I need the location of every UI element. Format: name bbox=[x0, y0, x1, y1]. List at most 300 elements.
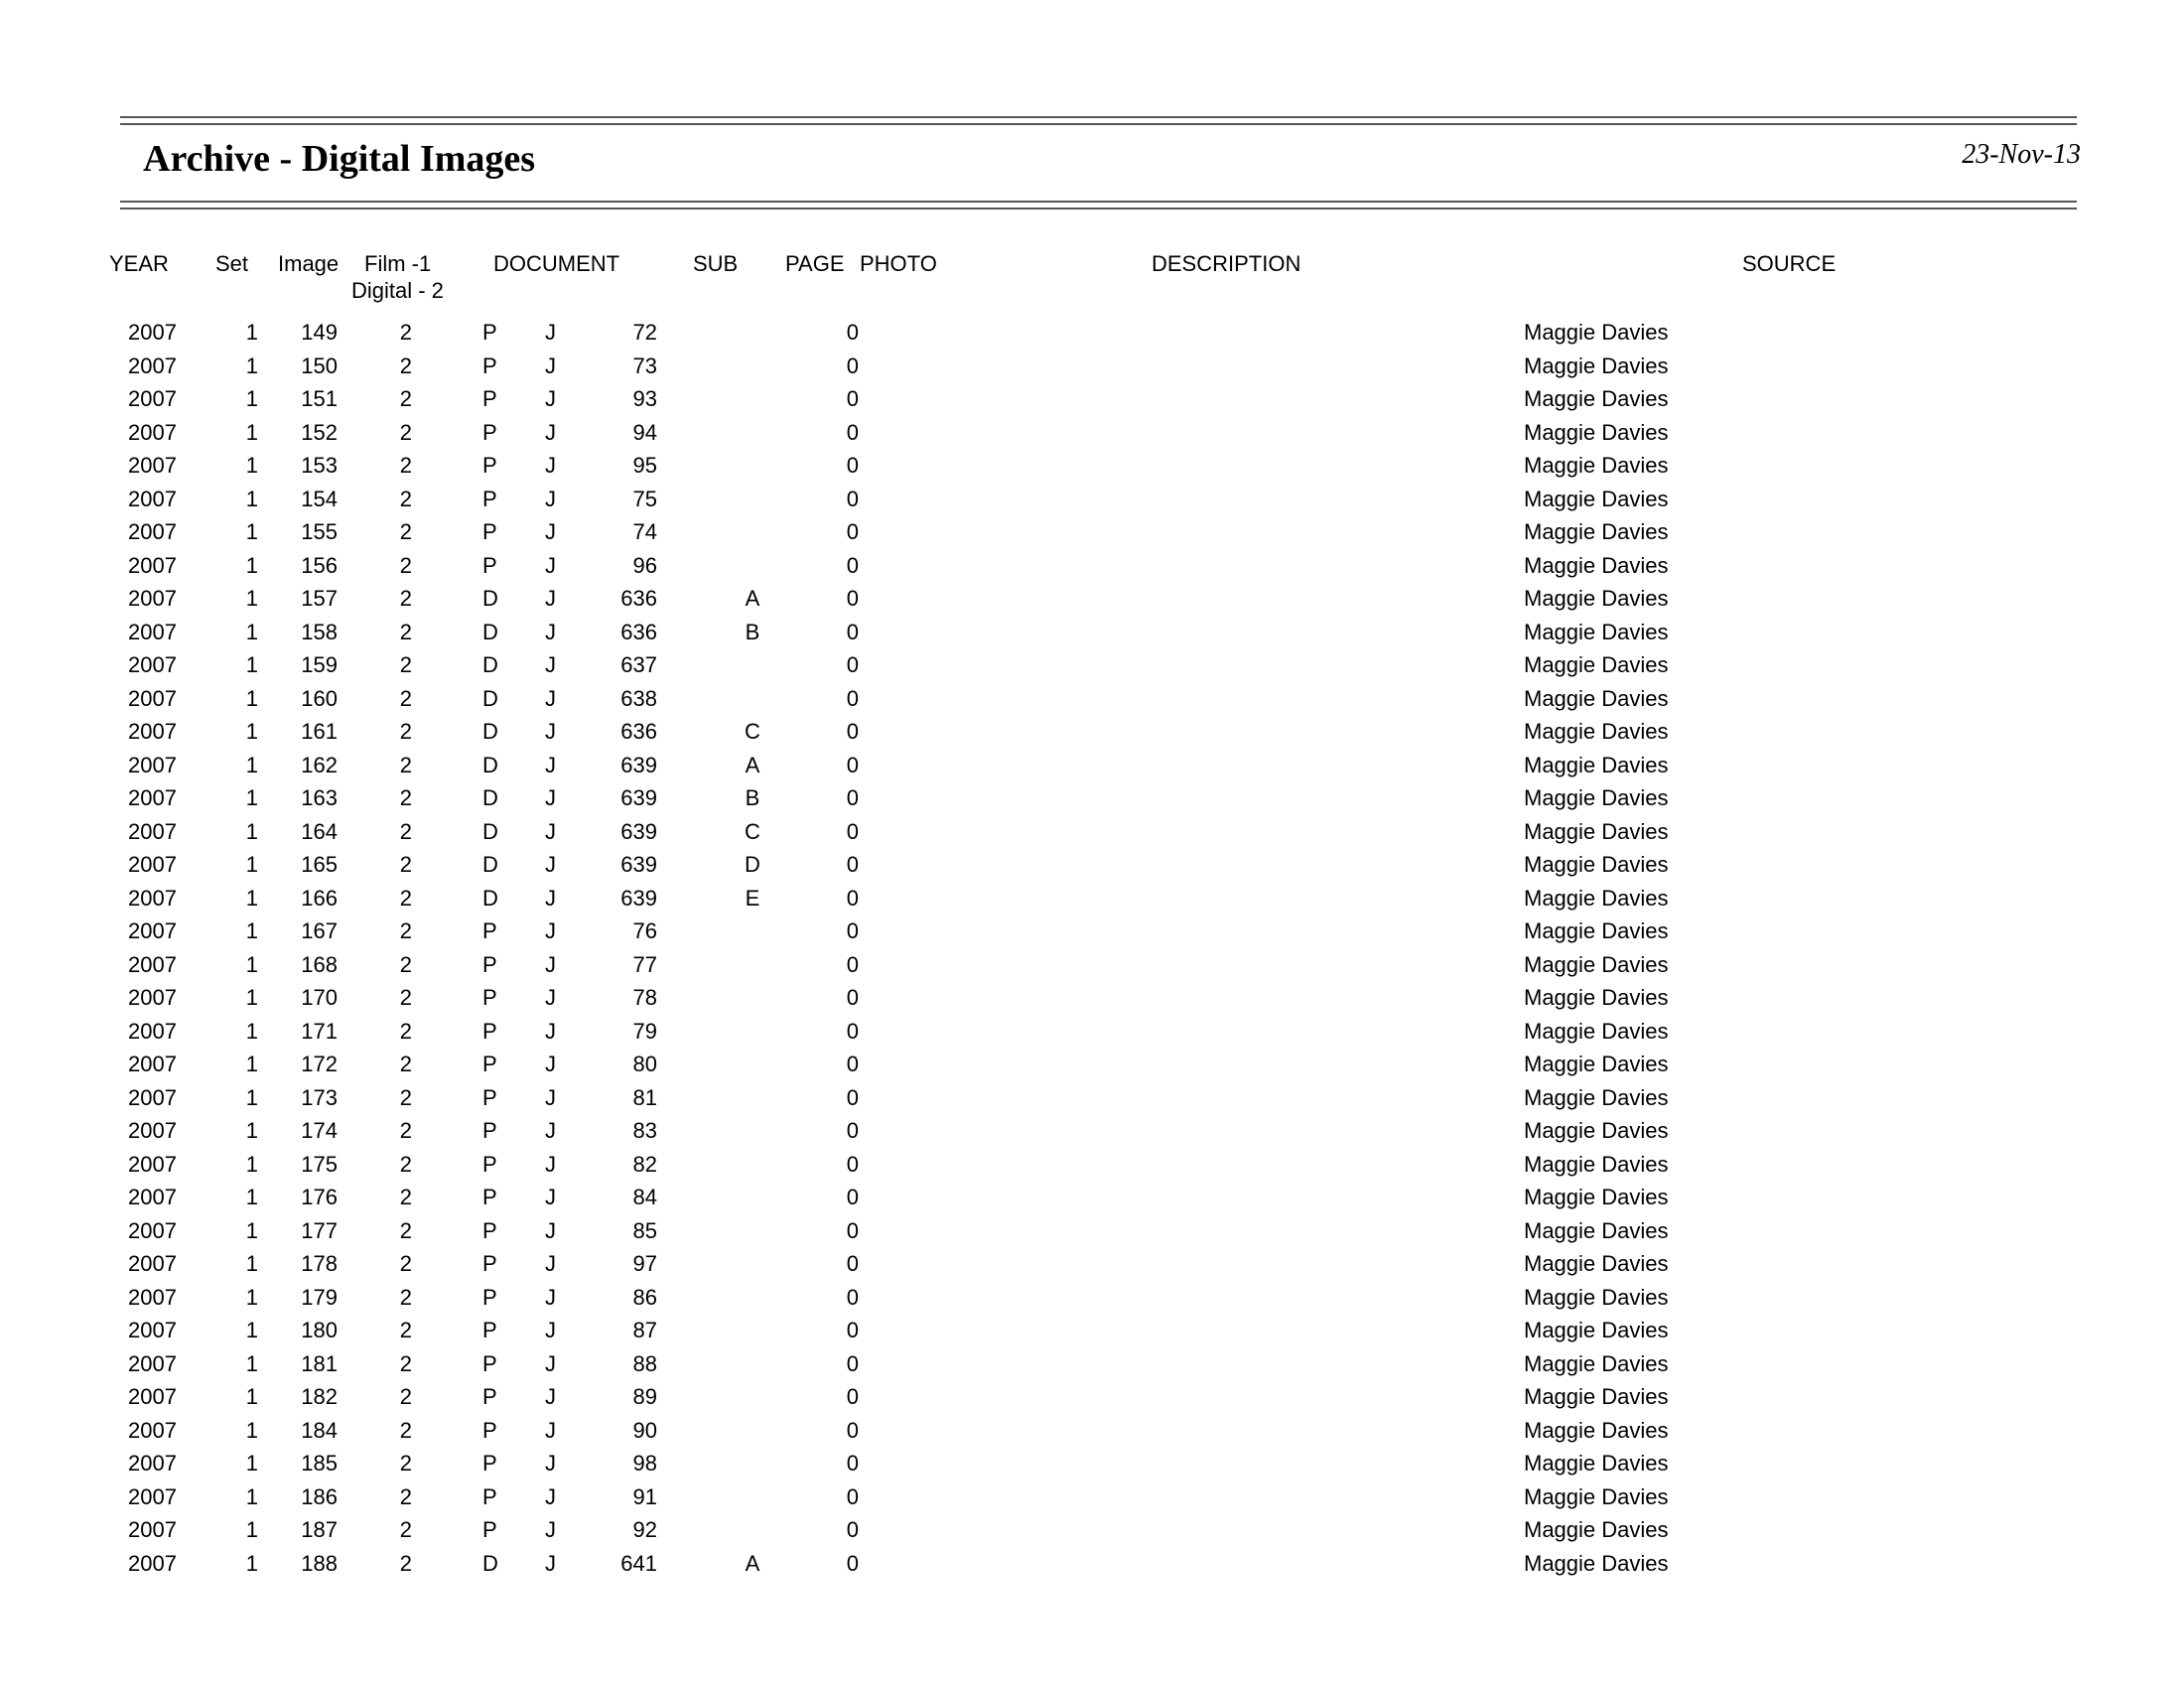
cell-set: 1 bbox=[245, 685, 258, 711]
cell-doc-type: P bbox=[482, 519, 497, 544]
cell-image: 170 bbox=[301, 985, 338, 1010]
cell-doc-letter: J bbox=[545, 1550, 556, 1576]
cell-film: 2 bbox=[399, 352, 412, 378]
cell-year: 2007 bbox=[128, 320, 177, 345]
cell-set: 1 bbox=[245, 1151, 258, 1177]
cell-year: 2007 bbox=[128, 1284, 177, 1310]
cell-doc-letter: J bbox=[545, 1350, 556, 1376]
table-row bbox=[0, 983, 2184, 1017]
cell-doc-letter: J bbox=[545, 652, 556, 677]
cell-sub: B bbox=[745, 619, 760, 644]
cell-set: 1 bbox=[245, 519, 258, 544]
cell-image: 166 bbox=[301, 885, 338, 911]
cell-image: 182 bbox=[301, 1384, 338, 1409]
cell-source: Maggie Davies bbox=[1524, 652, 1669, 677]
cell-photo: 0 bbox=[846, 652, 859, 677]
table-row bbox=[0, 817, 2184, 851]
cell-doc-type: P bbox=[482, 1517, 497, 1542]
cell-year: 2007 bbox=[128, 419, 177, 445]
cell-set: 1 bbox=[245, 719, 258, 744]
cell-doc-number: 90 bbox=[632, 1417, 657, 1443]
table-row bbox=[0, 1449, 2184, 1482]
cell-year: 2007 bbox=[128, 918, 177, 943]
cell-doc-letter: J bbox=[545, 352, 556, 378]
cell-doc-letter: J bbox=[545, 918, 556, 943]
cell-doc-type: D bbox=[482, 719, 498, 744]
cell-doc-number: 638 bbox=[620, 685, 657, 711]
cell-doc-type: P bbox=[482, 352, 497, 378]
cell-sub: A bbox=[745, 1550, 760, 1576]
cell-photo: 0 bbox=[846, 818, 859, 844]
cell-doc-letter: J bbox=[545, 1217, 556, 1243]
cell-doc-type: P bbox=[482, 1483, 497, 1509]
table-row bbox=[0, 1216, 2184, 1250]
cell-sub: B bbox=[745, 785, 760, 810]
cell-film: 2 bbox=[399, 419, 412, 445]
cell-set: 1 bbox=[245, 852, 258, 877]
cell-doc-number: 72 bbox=[632, 320, 657, 345]
cell-set: 1 bbox=[245, 419, 258, 445]
cell-image: 186 bbox=[301, 1483, 338, 1509]
cell-sub: D bbox=[745, 852, 760, 877]
cell-film: 2 bbox=[399, 1018, 412, 1044]
cell-image: 163 bbox=[301, 785, 338, 810]
cell-year: 2007 bbox=[128, 885, 177, 911]
table-row bbox=[0, 1482, 2184, 1516]
cell-sub: A bbox=[745, 586, 760, 611]
cell-year: 2007 bbox=[128, 652, 177, 677]
page-title: Archive - Digital Images bbox=[143, 138, 536, 180]
table-row bbox=[0, 1349, 2184, 1383]
cell-doc-type: P bbox=[482, 486, 497, 511]
cell-doc-number: 93 bbox=[632, 386, 657, 411]
table-row bbox=[0, 1017, 2184, 1051]
cell-doc-letter: J bbox=[545, 852, 556, 877]
cell-year: 2007 bbox=[128, 1350, 177, 1376]
cell-doc-letter: J bbox=[545, 1483, 556, 1509]
table-row bbox=[0, 884, 2184, 917]
table-row bbox=[0, 650, 2184, 684]
table-row bbox=[0, 1050, 2184, 1083]
cell-photo: 0 bbox=[846, 951, 859, 977]
cell-doc-letter: J bbox=[545, 519, 556, 544]
cell-film: 2 bbox=[399, 918, 412, 943]
cell-film: 2 bbox=[399, 985, 412, 1010]
cell-doc-type: D bbox=[482, 818, 498, 844]
cell-year: 2007 bbox=[128, 1118, 177, 1143]
cell-doc-number: 76 bbox=[632, 918, 657, 943]
cell-film: 2 bbox=[399, 586, 412, 611]
cell-image: 153 bbox=[301, 453, 338, 478]
cell-photo: 0 bbox=[846, 586, 859, 611]
col-header-film: Film -1 bbox=[364, 251, 432, 276]
cell-doc-type: P bbox=[482, 1118, 497, 1143]
cell-film: 2 bbox=[399, 1084, 412, 1110]
cell-film: 2 bbox=[399, 320, 412, 345]
table-row bbox=[0, 551, 2184, 585]
cell-film: 2 bbox=[399, 785, 412, 810]
cell-image: 158 bbox=[301, 619, 338, 644]
table-body bbox=[0, 318, 2184, 1582]
cell-doc-number: 88 bbox=[632, 1350, 657, 1376]
table-row bbox=[0, 1249, 2184, 1283]
cell-photo: 0 bbox=[846, 552, 859, 578]
table-row bbox=[0, 451, 2184, 485]
cell-source: Maggie Davies bbox=[1524, 320, 1669, 345]
cell-doc-type: P bbox=[482, 1018, 497, 1044]
cell-set: 1 bbox=[245, 1350, 258, 1376]
cell-doc-type: D bbox=[482, 885, 498, 911]
cell-doc-number: 85 bbox=[632, 1217, 657, 1243]
cell-film: 2 bbox=[399, 685, 412, 711]
cell-sub: C bbox=[745, 719, 760, 744]
cell-doc-number: 98 bbox=[632, 1451, 657, 1476]
cell-doc-type: P bbox=[482, 1350, 497, 1376]
cell-photo: 0 bbox=[846, 1318, 859, 1342]
cell-source: Maggie Davies bbox=[1524, 1517, 1669, 1542]
cell-doc-number: 87 bbox=[632, 1318, 657, 1342]
cell-image: 177 bbox=[301, 1217, 338, 1243]
cell-doc-number: 94 bbox=[632, 419, 657, 445]
cell-film: 2 bbox=[399, 1384, 412, 1409]
table-row bbox=[0, 1183, 2184, 1216]
table-row bbox=[0, 751, 2184, 784]
cell-doc-type: P bbox=[482, 1084, 497, 1110]
cell-source: Maggie Davies bbox=[1524, 785, 1669, 810]
cell-image: 165 bbox=[301, 852, 338, 877]
cell-image: 164 bbox=[301, 818, 338, 844]
cell-film: 2 bbox=[399, 1052, 412, 1076]
cell-set: 1 bbox=[245, 586, 258, 611]
cell-source: Maggie Davies bbox=[1524, 1185, 1669, 1209]
cell-photo: 0 bbox=[846, 1118, 859, 1143]
cell-year: 2007 bbox=[128, 552, 177, 578]
cell-year: 2007 bbox=[128, 1185, 177, 1209]
cell-set: 1 bbox=[245, 918, 258, 943]
cell-doc-letter: J bbox=[545, 1118, 556, 1143]
cell-doc-letter: J bbox=[545, 1318, 556, 1342]
cell-source: Maggie Davies bbox=[1524, 1550, 1669, 1576]
cell-photo: 0 bbox=[846, 785, 859, 810]
cell-doc-letter: J bbox=[545, 386, 556, 411]
cell-source: Maggie Davies bbox=[1524, 1284, 1669, 1310]
cell-year: 2007 bbox=[128, 519, 177, 544]
cell-set: 1 bbox=[245, 1550, 258, 1576]
cell-set: 1 bbox=[245, 552, 258, 578]
bottom-rule-2 bbox=[120, 208, 2077, 210]
cell-source: Maggie Davies bbox=[1524, 1118, 1669, 1143]
cell-doc-type: D bbox=[482, 1550, 498, 1576]
cell-year: 2007 bbox=[128, 453, 177, 478]
cell-doc-letter: J bbox=[545, 1052, 556, 1076]
cell-source: Maggie Davies bbox=[1524, 453, 1669, 478]
cell-doc-letter: J bbox=[545, 785, 556, 810]
cell-photo: 0 bbox=[846, 320, 859, 345]
cell-source: Maggie Davies bbox=[1524, 386, 1669, 411]
cell-doc-number: 91 bbox=[632, 1483, 657, 1509]
cell-doc-number: 79 bbox=[632, 1018, 657, 1044]
table-row bbox=[0, 418, 2184, 452]
cell-set: 1 bbox=[245, 985, 258, 1010]
cell-image: 152 bbox=[301, 419, 338, 445]
cell-source: Maggie Davies bbox=[1524, 586, 1669, 611]
cell-doc-letter: J bbox=[545, 752, 556, 777]
cell-image: 159 bbox=[301, 652, 338, 677]
cell-source: Maggie Davies bbox=[1524, 818, 1669, 844]
cell-doc-letter: J bbox=[545, 885, 556, 911]
cell-source: Maggie Davies bbox=[1524, 619, 1669, 644]
cell-source: Maggie Davies bbox=[1524, 719, 1669, 744]
cell-image: 155 bbox=[301, 519, 338, 544]
cell-film: 2 bbox=[399, 752, 412, 777]
cell-doc-number: 74 bbox=[632, 519, 657, 544]
cell-photo: 0 bbox=[846, 1084, 859, 1110]
cell-doc-type: P bbox=[482, 1217, 497, 1243]
cell-set: 1 bbox=[245, 486, 258, 511]
cell-set: 1 bbox=[245, 320, 258, 345]
table-row bbox=[0, 1283, 2184, 1317]
cell-set: 1 bbox=[245, 1451, 258, 1476]
cell-doc-number: 82 bbox=[632, 1151, 657, 1177]
cell-photo: 0 bbox=[846, 1251, 859, 1276]
cell-source: Maggie Davies bbox=[1524, 752, 1669, 777]
col-header-source: SOURCE bbox=[1742, 251, 1837, 276]
cell-photo: 0 bbox=[846, 1384, 859, 1409]
cell-doc-type: P bbox=[482, 552, 497, 578]
cell-set: 1 bbox=[245, 1018, 258, 1044]
cell-set: 1 bbox=[245, 453, 258, 478]
cell-photo: 0 bbox=[846, 1018, 859, 1044]
cell-source: Maggie Davies bbox=[1524, 1350, 1669, 1376]
cell-set: 1 bbox=[245, 818, 258, 844]
cell-sub: A bbox=[745, 752, 760, 777]
cell-doc-letter: J bbox=[545, 951, 556, 977]
cell-source: Maggie Davies bbox=[1524, 918, 1669, 943]
cell-photo: 0 bbox=[846, 419, 859, 445]
cell-doc-type: D bbox=[482, 619, 498, 644]
col-header-year: YEAR bbox=[109, 251, 169, 276]
cell-source: Maggie Davies bbox=[1524, 885, 1669, 911]
top-rule-2 bbox=[120, 123, 2077, 125]
cell-doc-type: P bbox=[482, 320, 497, 345]
table-row bbox=[0, 485, 2184, 518]
cell-year: 2007 bbox=[128, 1517, 177, 1542]
cell-year: 2007 bbox=[128, 951, 177, 977]
cell-doc-number: 636 bbox=[620, 586, 657, 611]
cell-film: 2 bbox=[399, 1550, 412, 1576]
cell-year: 2007 bbox=[128, 1018, 177, 1044]
cell-image: 180 bbox=[301, 1318, 338, 1342]
cell-film: 2 bbox=[399, 519, 412, 544]
cell-film: 2 bbox=[399, 1284, 412, 1310]
cell-source: Maggie Davies bbox=[1524, 1483, 1669, 1509]
table-row bbox=[0, 1549, 2184, 1583]
cell-doc-number: 81 bbox=[632, 1084, 657, 1110]
cell-set: 1 bbox=[245, 1251, 258, 1276]
col-header-document: DOCUMENT bbox=[493, 251, 620, 276]
cell-doc-letter: J bbox=[545, 1151, 556, 1177]
cell-doc-letter: J bbox=[545, 486, 556, 511]
cell-doc-letter: J bbox=[545, 1018, 556, 1044]
cell-film: 2 bbox=[399, 1350, 412, 1376]
cell-doc-type: P bbox=[482, 951, 497, 977]
cell-doc-type: D bbox=[482, 685, 498, 711]
cell-doc-type: P bbox=[482, 453, 497, 478]
cell-doc-letter: J bbox=[545, 719, 556, 744]
cell-doc-type: P bbox=[482, 1451, 497, 1476]
table-row bbox=[0, 384, 2184, 418]
cell-source: Maggie Davies bbox=[1524, 1018, 1669, 1044]
cell-image: 187 bbox=[301, 1517, 338, 1542]
cell-film: 2 bbox=[399, 453, 412, 478]
cell-photo: 0 bbox=[846, 918, 859, 943]
cell-source: Maggie Davies bbox=[1524, 1318, 1669, 1342]
cell-film: 2 bbox=[399, 1118, 412, 1143]
cell-source: Maggie Davies bbox=[1524, 1084, 1669, 1110]
cell-year: 2007 bbox=[128, 1151, 177, 1177]
cell-photo: 0 bbox=[846, 1185, 859, 1209]
cell-doc-number: 641 bbox=[620, 1550, 657, 1576]
cell-year: 2007 bbox=[128, 818, 177, 844]
cell-film: 2 bbox=[399, 552, 412, 578]
cell-doc-type: P bbox=[482, 1151, 497, 1177]
cell-year: 2007 bbox=[128, 985, 177, 1010]
cell-sub: C bbox=[745, 818, 760, 844]
cell-doc-number: 83 bbox=[632, 1118, 657, 1143]
cell-year: 2007 bbox=[128, 1550, 177, 1576]
cell-doc-number: 86 bbox=[632, 1284, 657, 1310]
table-row bbox=[0, 850, 2184, 884]
cell-doc-letter: J bbox=[545, 586, 556, 611]
report-date: 23-Nov-13 bbox=[1962, 139, 2081, 170]
cell-photo: 0 bbox=[846, 852, 859, 877]
cell-film: 2 bbox=[399, 852, 412, 877]
cell-image: 157 bbox=[301, 586, 338, 611]
cell-film: 2 bbox=[399, 1318, 412, 1342]
cell-doc-number: 92 bbox=[632, 1517, 657, 1542]
cell-set: 1 bbox=[245, 785, 258, 810]
cell-source: Maggie Davies bbox=[1524, 985, 1669, 1010]
cell-doc-letter: J bbox=[545, 1517, 556, 1542]
table-row bbox=[0, 352, 2184, 385]
cell-year: 2007 bbox=[128, 1417, 177, 1443]
cell-image: 181 bbox=[301, 1350, 338, 1376]
cell-doc-letter: J bbox=[545, 453, 556, 478]
cell-image: 173 bbox=[301, 1084, 338, 1110]
cell-source: Maggie Davies bbox=[1524, 552, 1669, 578]
cell-doc-number: 75 bbox=[632, 486, 657, 511]
cell-image: 160 bbox=[301, 685, 338, 711]
cell-set: 1 bbox=[245, 885, 258, 911]
cell-sub: E bbox=[745, 885, 760, 911]
cell-doc-letter: J bbox=[545, 419, 556, 445]
cell-year: 2007 bbox=[128, 386, 177, 411]
cell-year: 2007 bbox=[128, 719, 177, 744]
cell-doc-letter: J bbox=[545, 552, 556, 578]
cell-year: 2007 bbox=[128, 1483, 177, 1509]
cell-doc-type: P bbox=[482, 419, 497, 445]
cell-set: 1 bbox=[245, 352, 258, 378]
cell-image: 151 bbox=[301, 386, 338, 411]
cell-doc-type: P bbox=[482, 1052, 497, 1076]
cell-photo: 0 bbox=[846, 386, 859, 411]
cell-film: 2 bbox=[399, 1451, 412, 1476]
cell-photo: 0 bbox=[846, 486, 859, 511]
cell-photo: 0 bbox=[846, 752, 859, 777]
cell-image: 175 bbox=[301, 1151, 338, 1177]
cell-doc-type: D bbox=[482, 752, 498, 777]
cell-film: 2 bbox=[399, 885, 412, 911]
table-row bbox=[0, 950, 2184, 984]
table-row bbox=[0, 1416, 2184, 1450]
cell-photo: 0 bbox=[846, 619, 859, 644]
cell-doc-letter: J bbox=[545, 685, 556, 711]
cell-set: 1 bbox=[245, 1483, 258, 1509]
cell-doc-letter: J bbox=[545, 619, 556, 644]
table-row bbox=[0, 783, 2184, 817]
cell-photo: 0 bbox=[846, 519, 859, 544]
cell-doc-number: 639 bbox=[620, 885, 657, 911]
cell-set: 1 bbox=[245, 1284, 258, 1310]
cell-film: 2 bbox=[399, 818, 412, 844]
table-row bbox=[0, 584, 2184, 618]
cell-doc-number: 637 bbox=[620, 652, 657, 677]
cell-year: 2007 bbox=[128, 1052, 177, 1076]
cell-year: 2007 bbox=[128, 1318, 177, 1342]
cell-set: 1 bbox=[245, 1318, 258, 1342]
table-row bbox=[0, 717, 2184, 751]
cell-doc-number: 95 bbox=[632, 453, 657, 478]
cell-year: 2007 bbox=[128, 852, 177, 877]
cell-film: 2 bbox=[399, 386, 412, 411]
cell-doc-type: P bbox=[482, 1185, 497, 1209]
cell-image: 171 bbox=[301, 1018, 338, 1044]
cell-doc-type: D bbox=[482, 852, 498, 877]
cell-doc-type: P bbox=[482, 1384, 497, 1409]
cell-year: 2007 bbox=[128, 1451, 177, 1476]
cell-doc-number: 97 bbox=[632, 1251, 657, 1276]
cell-film: 2 bbox=[399, 951, 412, 977]
cell-image: 172 bbox=[301, 1052, 338, 1076]
cell-doc-letter: J bbox=[545, 1251, 556, 1276]
cell-doc-letter: J bbox=[545, 1185, 556, 1209]
cell-doc-number: 636 bbox=[620, 619, 657, 644]
cell-doc-type: P bbox=[482, 918, 497, 943]
cell-film: 2 bbox=[399, 652, 412, 677]
cell-doc-letter: J bbox=[545, 1384, 556, 1409]
cell-film: 2 bbox=[399, 1217, 412, 1243]
cell-set: 1 bbox=[245, 1185, 258, 1209]
table-row bbox=[0, 916, 2184, 950]
cell-doc-type: D bbox=[482, 586, 498, 611]
cell-image: 179 bbox=[301, 1284, 338, 1310]
cell-image: 156 bbox=[301, 552, 338, 578]
cell-photo: 0 bbox=[846, 985, 859, 1010]
cell-year: 2007 bbox=[128, 685, 177, 711]
cell-doc-number: 73 bbox=[632, 352, 657, 378]
cell-doc-type: P bbox=[482, 1417, 497, 1443]
cell-set: 1 bbox=[245, 619, 258, 644]
cell-year: 2007 bbox=[128, 785, 177, 810]
cell-film: 2 bbox=[399, 1417, 412, 1443]
cell-set: 1 bbox=[245, 1417, 258, 1443]
cell-set: 1 bbox=[245, 1118, 258, 1143]
cell-film: 2 bbox=[399, 1151, 412, 1177]
cell-doc-letter: J bbox=[545, 1284, 556, 1310]
cell-photo: 0 bbox=[846, 1284, 859, 1310]
cell-image: 149 bbox=[301, 320, 338, 345]
cell-doc-number: 96 bbox=[632, 552, 657, 578]
